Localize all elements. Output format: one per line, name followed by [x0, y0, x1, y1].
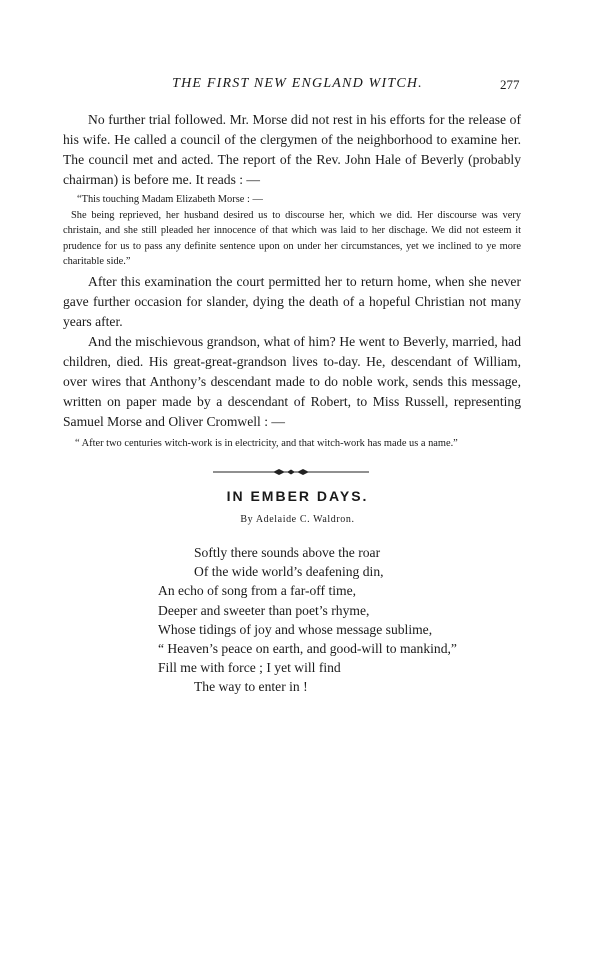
poem-author: By Adelaide C. Waldron. [240, 514, 355, 525]
section-divider [213, 468, 369, 476]
poem-line: Whose tidings of joy and whose message sublime, [158, 621, 433, 637]
page-number: 277 [500, 77, 520, 92]
poem-line: Softly there sounds above the roar [194, 545, 381, 560]
poem-title: IN EMBER DAYS. [226, 488, 369, 504]
article-body [63, 110, 521, 451]
poem-line: Deeper and sweeter than poet’s rhyme, [158, 602, 370, 618]
paragraph-2: After this examination the court permitted her to return home, when she never gave further occasion for slander, dying the death of a hopeful Christian not many years after. [63, 273, 521, 329]
quote-heading: “This touching Madam Elizabeth Morse : — [77, 194, 263, 205]
poem-line: Fill me with force ; I yet will find [158, 660, 341, 676]
poem-line: “ Heaven’s peace on earth, and good-will to mankind,” [158, 641, 457, 657]
quote-text: She being reprieved, her husband desired us to discourse her, which we did. Her discourse was very christain, and she still pleaded her innocence of that which was laid to her dischage. We did not esteem it prudence for us to pass any definite sentence upon on under her circumstances, yet we inclined to ye more charitable side.” [63, 209, 521, 267]
running-title: THE FIRST NEW ENGLAND WITCH. [172, 76, 423, 91]
paragraph-3: And the mischievous grandson, what of him? He went to Beverly, married, had children, died. His great-great-grandson lives to-day. He, descendant of William, over wires that Anthony’s descendant made to do noble work, sends this message, written on paper made by a descendant of Robert, to Miss Russell, representing Samuel Morse and Oliver Cromwell : — [63, 333, 521, 429]
poem-body [158, 543, 518, 697]
poem-line: The way to enter in ! [194, 679, 308, 695]
poem-line: Of the wide world’s deafening din, [194, 564, 384, 580]
paragraph-1: No further trial followed. Mr. Morse did not rest in his efforts for the release of his wife. He called a council of the clergymen of the neighborhood to examine her. The council met and acted. The report of the Rev. John Hale of Beverly (probably chairman) is before me. It reads : — [63, 112, 521, 187]
poem-line: An echo of song from a far-off time, [158, 583, 357, 599]
telegram-message: “ After two centuries witch-work is in electricity, and that witch-work has made us a name.” [75, 437, 458, 449]
quoted-report [63, 192, 521, 270]
